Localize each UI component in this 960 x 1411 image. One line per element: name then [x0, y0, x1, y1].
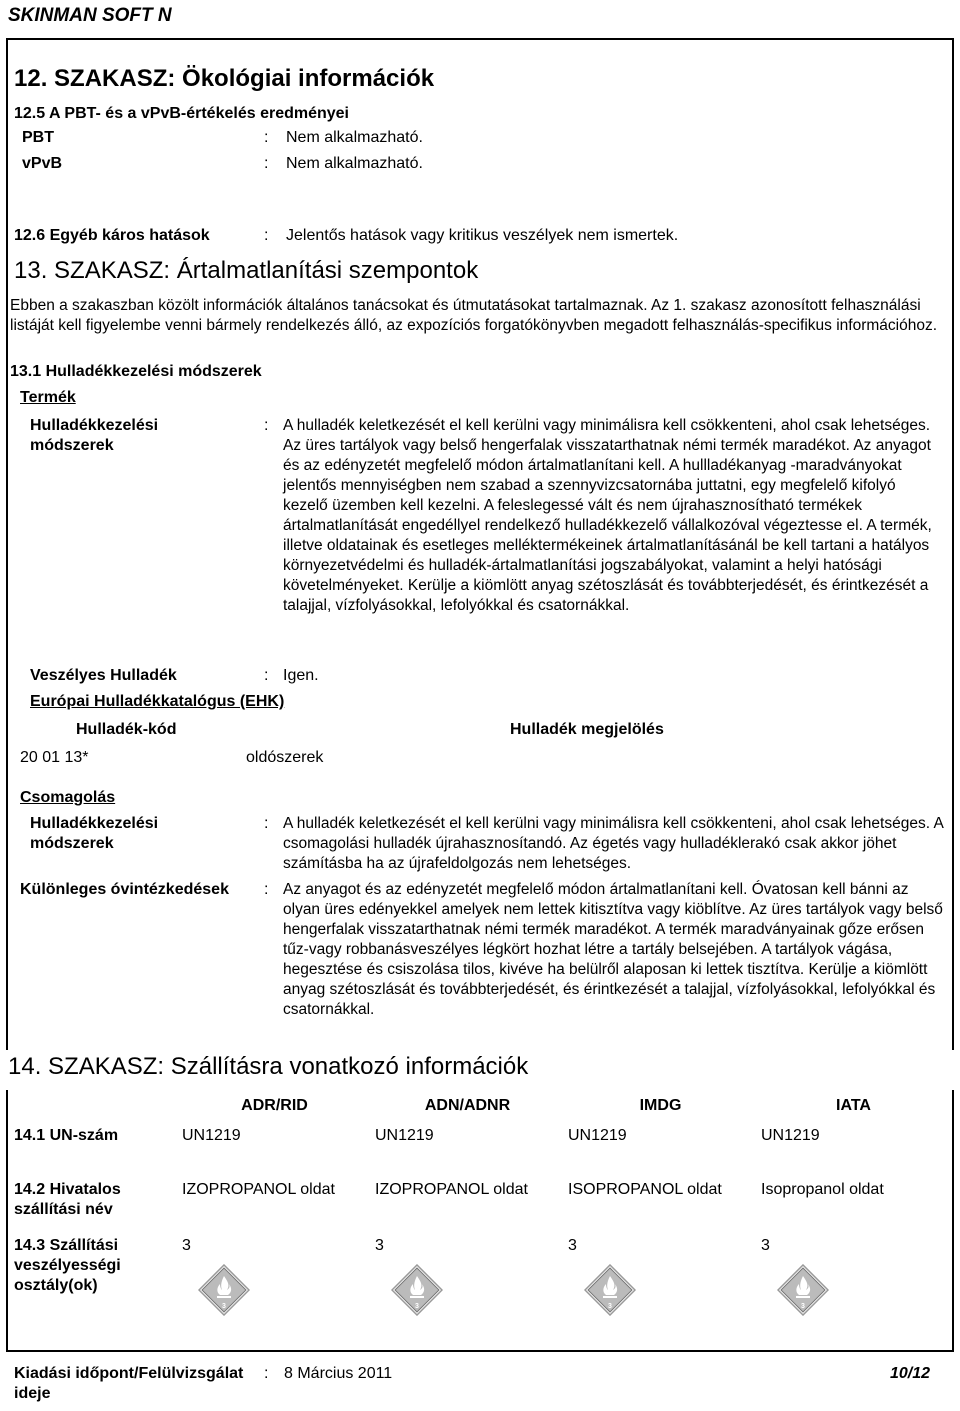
- shipping-name-iata: Isopropanol oldat: [761, 1181, 884, 1198]
- waste-methods-heading: 13.1 Hulladékkezelési módszerek: [10, 363, 262, 380]
- issue-date-value: 8 Március 2011: [284, 1365, 393, 1382]
- col-adr-rid: ADR/RID: [241, 1097, 308, 1114]
- un-imdg: UN1219: [568, 1127, 627, 1144]
- pbt-heading: 12.5 A PBT- és a vPvB-értékelés eredményei: [14, 105, 349, 122]
- section-14-title: 14. SZAKASZ: Szállításra vonatkozó információk: [8, 1053, 529, 1080]
- flammable-liquid-icon: [198, 1264, 250, 1316]
- hazardous-waste-value: Igen.: [283, 667, 319, 684]
- other-effects-value: Jelentős hatások vagy kritikus veszélyek nem ismertek.: [286, 227, 679, 244]
- product-method-text: A hulladék keletkezését el kell kerülni vagy minimálisra kell csökkenteni, ahol csak lehetséges. Az üres tartályok vagy belső hengerfalak visszatarthatnak némi termék maradékot. Az anyagot és az edényzetét megfelelő módon ártalmatlanítani kell. A hullladékanyag -maradványokat jelentős mennyiségben nem szabad a szennyvizcsatornába juttatni, egy megfelelő kifolyó kezelő üzemben kell kezelni. A feleslegessé vált és nem újrahasznosítható termékek ártalmatlanítását engedéllyel rendelkező hulladékkezelő vállalkozóval végeztesse el. A termék, illetve oldatainak és esetleges melléktermékeinek ártalmatlanításánál be kell tartani a hatályos környezetvédelmi és hulladék-ártalmatlanítási jogszabályokat, valamint a helyi hatósági követelményeket. Kerülje a kiömlött anyag szétoszlását és továbbterjedését, és érintkezését a talajjal, vízfolyásokkal, lefolyókkal és csatornákkal.: [283, 417, 932, 614]
- hazard-class-iata: 3: [761, 1237, 770, 1254]
- ehk-col-desc: Hulladék megjelölés: [510, 721, 664, 738]
- table-row: [10, 1236, 950, 1316]
- product-heading: Termék: [20, 389, 76, 406]
- svg-text:3: 3: [222, 1303, 226, 1310]
- hazard-class-adn: 3: [375, 1237, 384, 1254]
- hazardous-waste-label: Veszélyes Hulladék: [30, 667, 177, 684]
- page-number: 10/12: [890, 1365, 931, 1382]
- precautions-colon: :: [264, 881, 269, 898]
- hazard-class-label: 14.3 Szállítási veszélyességi osztály(ok): [14, 1237, 121, 1294]
- transport-header-row: [10, 1096, 950, 1126]
- un-adn: UN1219: [375, 1127, 434, 1144]
- issue-date-colon: :: [264, 1365, 269, 1382]
- section-13-intro: Ebben a szakaszban közölt információk általános tanácsokat és útmutatásokat tartalmaznak. Az 1. szakasz azonosított felhasználási listáját kell figyelembe venni bármely rendelkezés álló, az expozíciós forgatókönyvben megadott felhasználás-specifikus információhoz.: [10, 297, 938, 334]
- svg-text:3: 3: [608, 1303, 612, 1310]
- vpvb-colon: :: [264, 155, 269, 172]
- product-method-colon: :: [264, 417, 269, 434]
- un-iata: UN1219: [761, 1127, 820, 1144]
- packaging-method-colon: :: [264, 815, 269, 832]
- transport-table: [10, 1096, 950, 1316]
- table-row: [14, 744, 950, 772]
- shipping-name-adr: IZOPROPANOL oldat: [182, 1181, 335, 1198]
- ehk-code: 20 01 13*: [20, 749, 89, 766]
- hazard-class-imdg: 3: [568, 1237, 577, 1254]
- precautions-text: Az anyagot és az edényzetét megfelelő módon ártalmatlanítani kell. Óvatosan kell bánni az olyan üres edényekkel amelyek nem lettek kitisztítva vagy kiöblítve. Az üres tartályok vagy belső hengerfalak visszatarthatnak némi termék maradékot. A termék maradványainak gőze erősen tűz-vagy robbanásveszélyes légkört hozhat létre a tartály belsejében. A tartályok vágása, hegesztése és csiszolása tilos, kivéve ha belülről alaposan ki lettek tisztítva. Kerülje a kiömlött anyag szétoszlását és továbbterjedését, és érintkezését a talajjal, vízfolyásokkal, lefolyókkal és csatornákkal.: [283, 881, 943, 1018]
- precautions-label: Különleges óvintézkedések: [20, 881, 229, 898]
- pbt-value: Nem alkalmazható.: [286, 129, 423, 146]
- flammable-liquid-icon: [584, 1264, 636, 1316]
- ehk-heading: Európai Hulladékkatalógus (EHK): [30, 693, 285, 710]
- pbt-colon: :: [264, 129, 269, 146]
- un-adr: UN1219: [182, 1127, 241, 1144]
- hazardous-waste-colon: :: [264, 667, 269, 684]
- un-number-label: 14.1 UN-szám: [14, 1127, 119, 1144]
- ehk-header-row: [14, 716, 950, 744]
- product-method-label: Hulladékkezelési módszerek: [30, 417, 159, 454]
- table-row: [10, 1126, 950, 1180]
- shipping-name-imdg: ISOPROPANOL oldat: [568, 1181, 722, 1198]
- packaging-method-label: Hulladékkezelési módszerek: [30, 815, 159, 852]
- shipping-name-label: 14.2 Hivatalos szállítási név: [14, 1181, 121, 1218]
- packaging-heading: Csomagolás: [20, 789, 116, 806]
- ehk-table: [14, 716, 950, 772]
- svg-text:3: 3: [415, 1303, 419, 1310]
- flammable-liquid-icon: [777, 1264, 829, 1316]
- other-effects-label: 12.6 Egyéb káros hatások: [14, 227, 210, 244]
- col-imdg: IMDG: [639, 1097, 682, 1114]
- pbt-label: PBT: [22, 129, 54, 146]
- table-row: [10, 1180, 950, 1236]
- svg-text:3: 3: [801, 1303, 805, 1310]
- footer-divider: [6, 1350, 954, 1352]
- vpvb-value: Nem alkalmazható.: [286, 155, 423, 172]
- section-12-title: 12. SZAKASZ: Ökológiai információk: [14, 65, 435, 92]
- other-effects-colon: :: [264, 227, 269, 244]
- section-13-title: 13. SZAKASZ: Ártalmatlanítási szempontok: [14, 257, 479, 284]
- hazard-class-adr: 3: [182, 1237, 191, 1254]
- flammable-liquid-icon: [391, 1264, 443, 1316]
- issue-date-label: Kiadási időpont/Felülvizsgálat ideje: [14, 1365, 244, 1402]
- vpvb-label: vPvB: [22, 155, 63, 172]
- company-name: SKINMAN SOFT N: [8, 5, 172, 26]
- ehk-col-code: Hulladék-kód: [76, 721, 177, 738]
- shipping-name-adn: IZOPROPANOL oldat: [375, 1181, 528, 1198]
- ehk-desc: oldószerek: [246, 749, 324, 766]
- col-adn-adnr: ADN/ADNR: [424, 1097, 511, 1114]
- packaging-method-text: A hulladék keletkezését el kell kerülni vagy minimálisra kell csökkenteni, ahol csak lehetséges. A csomagolási hulladék újrahasznosítandó. Az égetés vagy hulladéklerakó csak akkor jöhet számításba ha az újrafeldolgozás nem lehetséges.: [283, 815, 943, 872]
- col-iata: IATA: [836, 1097, 871, 1114]
